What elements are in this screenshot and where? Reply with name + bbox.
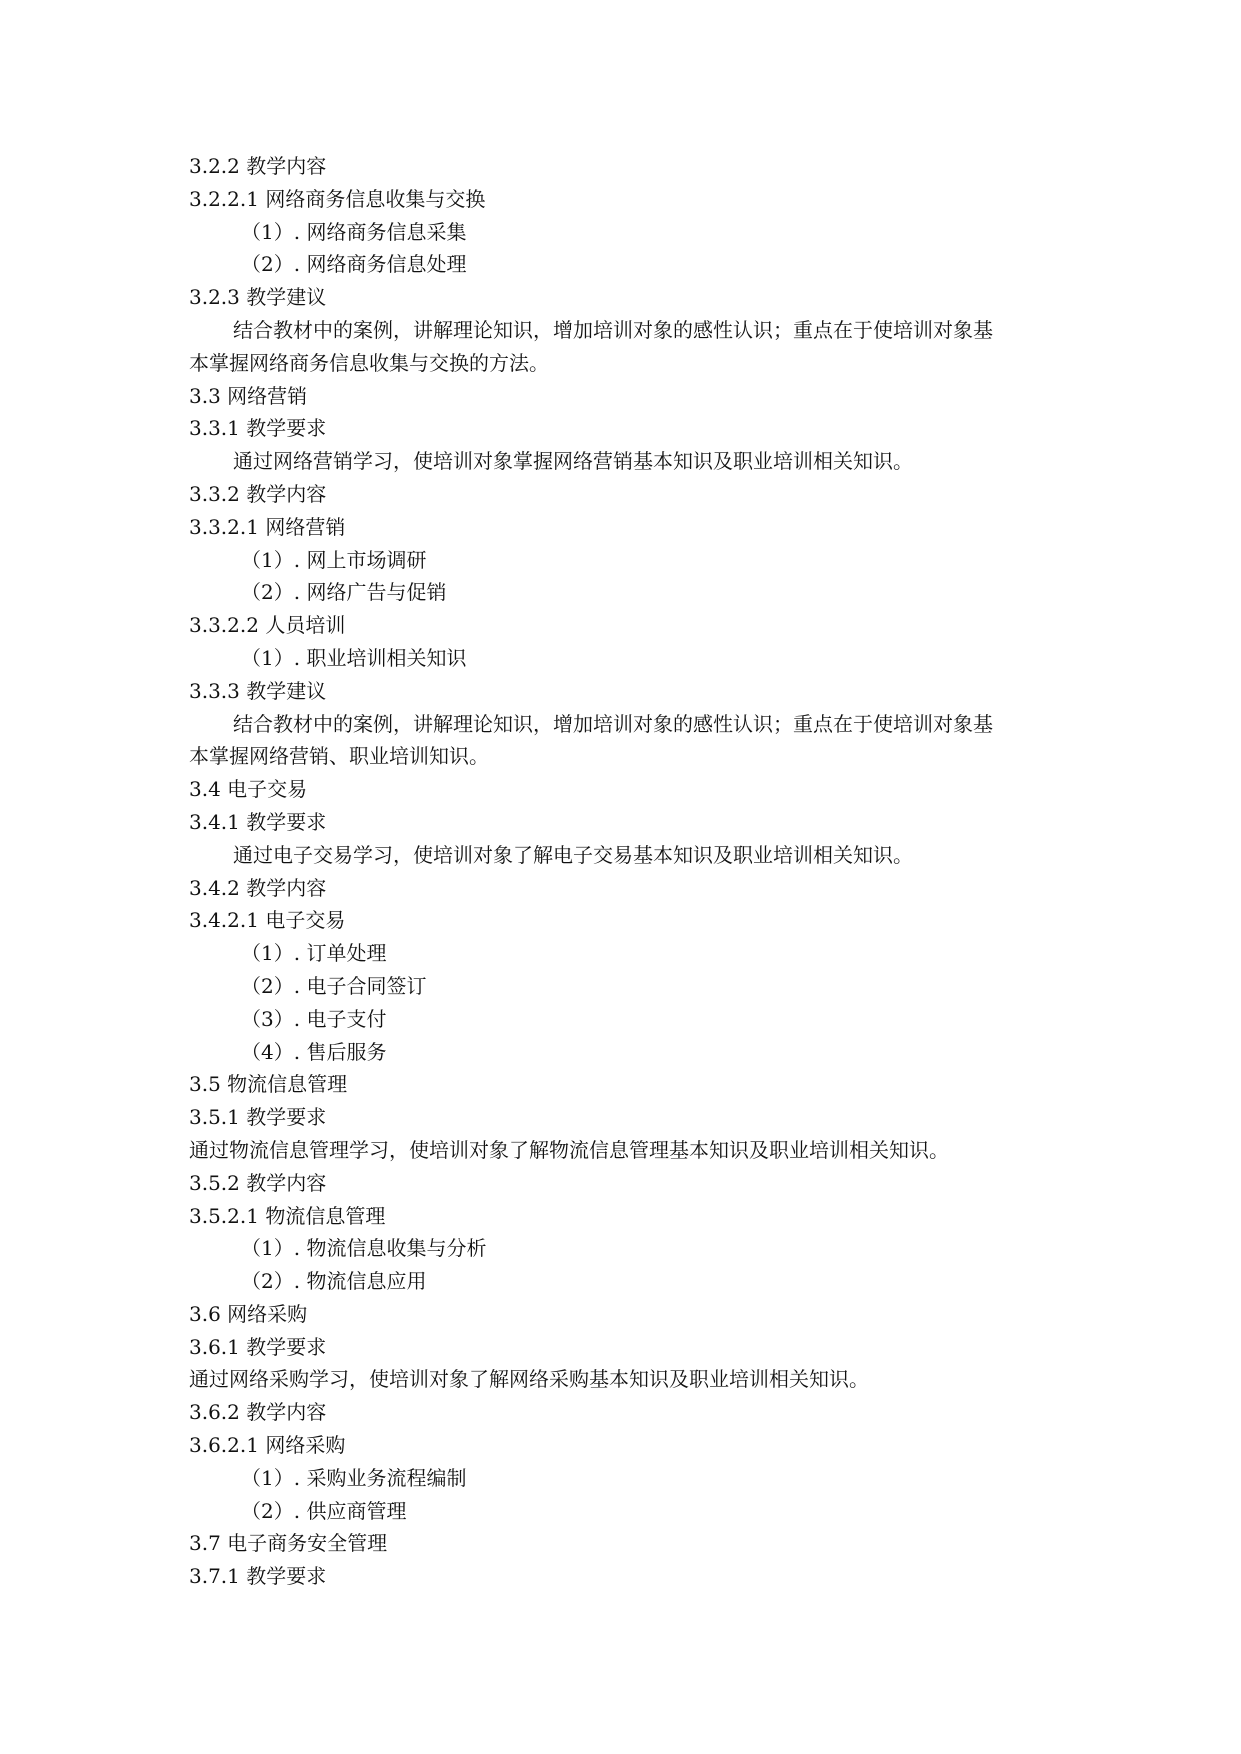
section-heading: 3.3.2 教学内容 — [189, 481, 327, 506]
paragraph-text: 通过网络采购学习，使培训对象了解网络采购基本知识及职业培训相关知识。 — [189, 1367, 869, 1392]
section-heading: 3.6.1 教学要求 — [189, 1334, 327, 1359]
section-heading: 3.2.2 教学内容 — [189, 154, 327, 178]
section-heading: 3.5.2.1 物流信息管理 — [189, 1203, 386, 1228]
list-item: （2）. 网络商务信息处理 — [241, 252, 467, 277]
section-heading: 3.4.1 教学要求 — [189, 809, 327, 834]
list-item: （1）. 订单处理 — [241, 941, 387, 966]
list-item: （1）. 网上市场调研 — [241, 547, 427, 572]
section-heading: 3.3 网络营销 — [189, 383, 308, 408]
section-heading: 3.3.2.1 网络营销 — [189, 514, 346, 539]
list-item: （2）. 电子合同签订 — [241, 973, 427, 998]
list-item: （4）. 售后服务 — [241, 1039, 387, 1064]
paragraph-text: 通过物流信息管理学习，使培训对象了解物流信息管理基本知识及职业培训相关知识。 — [189, 1137, 949, 1162]
list-item: （2）. 物流信息应用 — [241, 1269, 427, 1294]
paragraph-text: 结合教材中的案例，讲解理论知识，增加培训对象的感性认识；重点在于使培训对象基 — [233, 711, 993, 736]
section-heading: 3.4.2 教学内容 — [189, 875, 327, 900]
section-heading: 3.2.2.1 网络商务信息收集与交换 — [189, 186, 486, 211]
section-heading: 3.6 网络采购 — [189, 1301, 308, 1326]
section-heading: 3.3.3 教学建议 — [189, 678, 327, 703]
paragraph-text: 通过电子交易学习，使培训对象了解电子交易基本知识及职业培训相关知识。 — [233, 842, 913, 867]
paragraph-text: 通过网络营销学习，使培训对象掌握网络营销基本知识及职业培训相关知识。 — [233, 449, 913, 474]
list-item: （1）. 职业培训相关知识 — [241, 645, 467, 670]
document-page — [189, 150, 1069, 1593]
section-heading: 3.5 物流信息管理 — [189, 1072, 348, 1097]
section-heading: 3.5.2 教学内容 — [189, 1170, 327, 1195]
list-item: （2）. 网络广告与促销 — [241, 580, 447, 605]
paragraph-text: 本掌握网络营销、职业培训知识。 — [189, 744, 489, 769]
list-item: （1）. 物流信息收集与分析 — [241, 1236, 487, 1261]
list-item: （1）. 网络商务信息采集 — [241, 219, 467, 244]
section-heading: 3.6.2 教学内容 — [189, 1400, 327, 1425]
section-heading: 3.4.2.1 电子交易 — [189, 908, 346, 933]
list-item: （2）. 供应商管理 — [241, 1498, 407, 1523]
section-heading: 3.2.3 教学建议 — [189, 285, 327, 310]
section-heading: 3.3.1 教学要求 — [189, 416, 327, 441]
section-heading: 3.7.1 教学要求 — [189, 1564, 327, 1589]
section-heading: 3.6.2.1 网络采购 — [189, 1433, 346, 1458]
list-item: （3）. 电子支付 — [241, 1006, 387, 1031]
paragraph-text: 本掌握网络商务信息收集与交换的方法。 — [189, 350, 549, 375]
paragraph-text: 结合教材中的案例，讲解理论知识，增加培训对象的感性认识；重点在于使培训对象基 — [233, 317, 993, 342]
list-item: （1）. 采购业务流程编制 — [241, 1465, 467, 1490]
section-heading: 3.4 电子交易 — [189, 777, 308, 802]
section-heading: 3.3.2.2 人员培训 — [189, 613, 346, 638]
section-heading: 3.5.1 教学要求 — [189, 1105, 327, 1130]
section-heading: 3.7 电子商务安全管理 — [189, 1531, 388, 1556]
